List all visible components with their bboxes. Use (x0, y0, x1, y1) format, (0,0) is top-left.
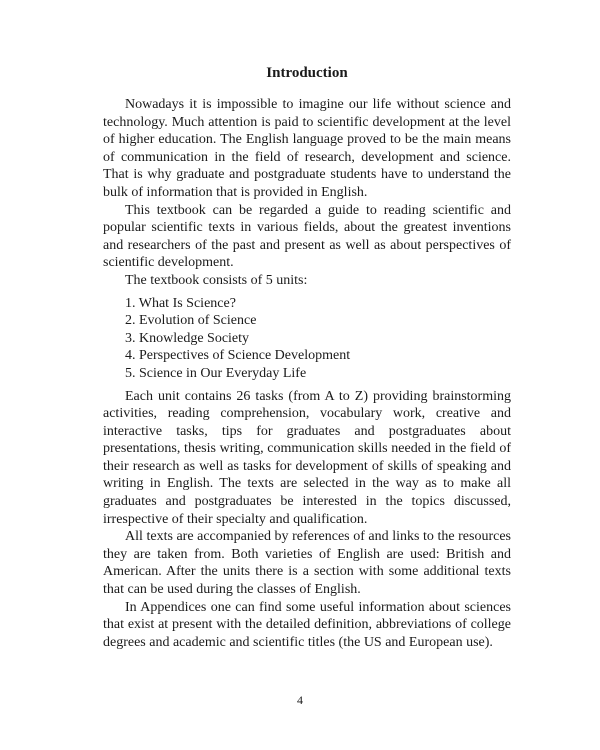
list-item: 2. Evolution of Science (125, 313, 257, 329)
paragraph-references: All texts are accompanied by references of and links to the resources they are taken from. Both varieties of English are used: British and American. After the units there is a section with some additional texts that can be used during the classes of English. (103, 529, 511, 598)
paragraph-guide: This textbook can be regarded a guide to reading scientific and popular scientific texts in various fields, about the greatest inventions and researchers of the past and present as well as about perspectives of scientific development. (103, 202, 511, 271)
units-list (103, 295, 511, 383)
list-item: 3. Knowledge Society (125, 330, 250, 346)
list-item: 5. Science in Our Everyday Life (125, 365, 307, 381)
list-item: 4. Perspectives of Science Development (125, 348, 351, 364)
paragraph-units-lead: The textbook consists of 5 units: (125, 272, 308, 288)
page-title: Introduction (266, 65, 348, 81)
paragraph-tasks: Each unit contains 26 tasks (from A to Z) providing brainstorming activities, reading comprehension, vocabulary work, creative and interactive tasks, tips for graduates and postgraduates about presentations, thesis writing, communication skills needed in the field of their research as well as tasks for development of skills of speaking and writing in English. The texts are selected in the way as to make all graduates and postgraduates be interested in the topics discussed, irrespective of their specialty and qualification. (103, 388, 511, 527)
paragraph-intro: Nowadays it is impossible to imagine our life without science and technology. Much attention is paid to scientific development at the level of higher education. The English language proved to be the main means of communication in the field of research, development and science. That is why graduate and postgraduate students have to understand the bulk of information that is provided in English. (103, 97, 511, 200)
page-number: 4 (297, 693, 303, 707)
document-page (103, 64, 511, 651)
paragraph-appendices: In Appendices one can find some useful information about sciences that exist at present with the detailed definition, abbreviations of college degrees and academic and scientific titles (the US and European use). (103, 599, 511, 650)
list-item: 1. What Is Science? (125, 295, 236, 311)
